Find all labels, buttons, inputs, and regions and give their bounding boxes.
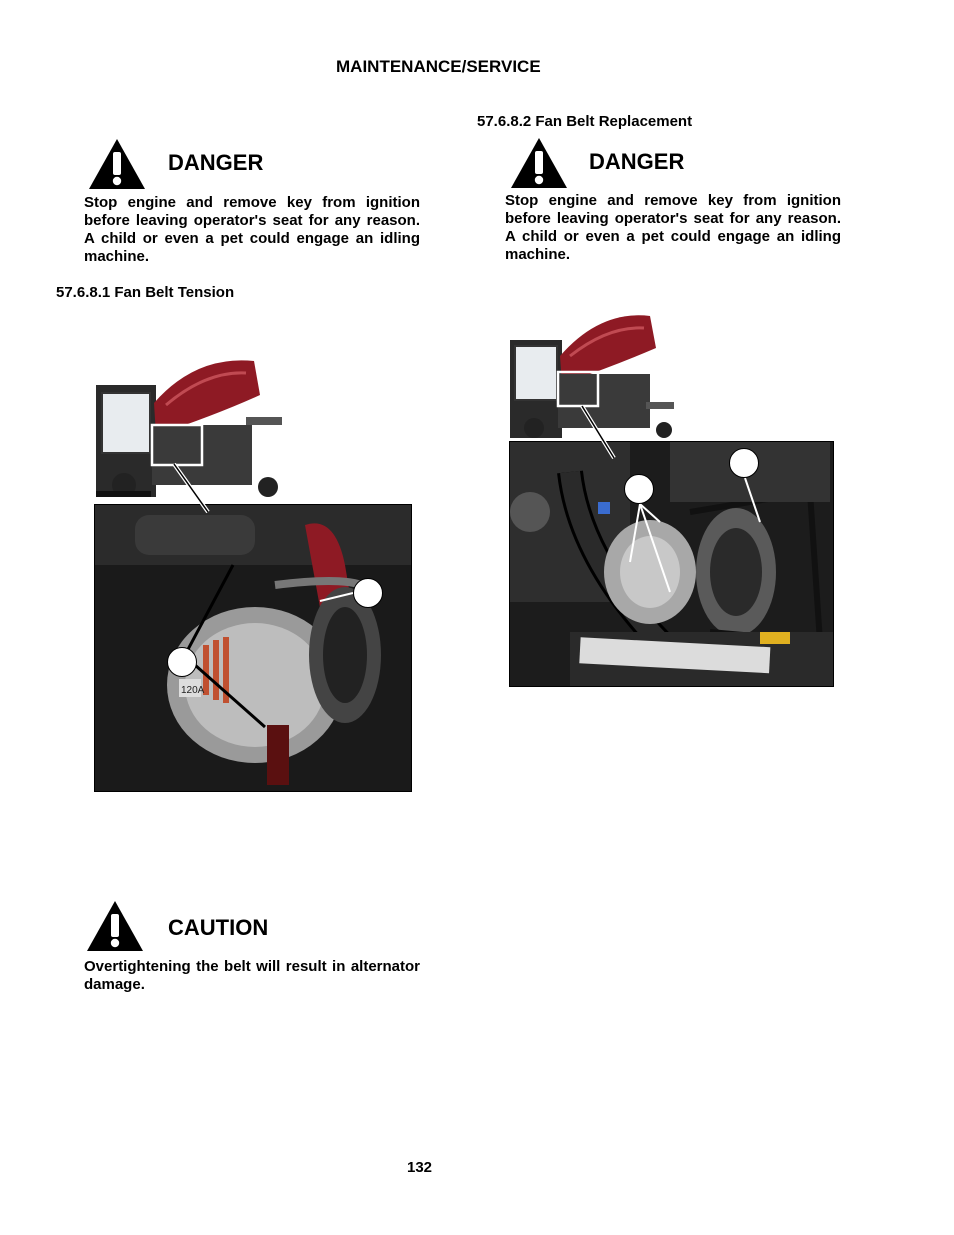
warning-triangle-icon xyxy=(88,138,146,190)
danger-title-right: DANGER xyxy=(589,149,685,174)
warning-triangle-icon xyxy=(510,137,568,189)
alternator-label: 120A xyxy=(181,685,205,696)
section-title-fan-belt-replacement: 57.6.8.2 Fan Belt Replacement xyxy=(477,113,693,130)
section-title-fan-belt-tension: 57.6.8.1 Fan Belt Tension xyxy=(56,284,235,301)
caution-title: CAUTION xyxy=(168,915,269,940)
page-number: 132 xyxy=(407,1159,433,1176)
callout-circle xyxy=(624,474,654,504)
callout-circle xyxy=(729,448,759,478)
danger-text-left: Stop engine and remove key from ignition before leaving operator's seat for any reason. A child or even a pet could engage an idling machine. xyxy=(84,194,420,265)
pointer-arrow-left xyxy=(170,462,220,518)
caution-text: Overtightening the belt will result in alternator damage. xyxy=(84,958,420,993)
alternator-belt-photo xyxy=(94,504,412,792)
danger-text-right: Stop engine and remove key from ignition before leaving operator's seat for any reason. A child or even a pet could engage an idling machine. xyxy=(505,192,841,263)
callout-circle xyxy=(353,578,383,608)
warning-triangle-icon xyxy=(86,900,144,952)
pointer-arrow-right xyxy=(578,404,628,464)
fan-belt-replacement-photo xyxy=(509,441,834,687)
danger-title-left: DANGER xyxy=(168,150,264,175)
callout-circle xyxy=(167,647,197,677)
page-header: MAINTENANCE/SERVICE xyxy=(336,57,541,76)
